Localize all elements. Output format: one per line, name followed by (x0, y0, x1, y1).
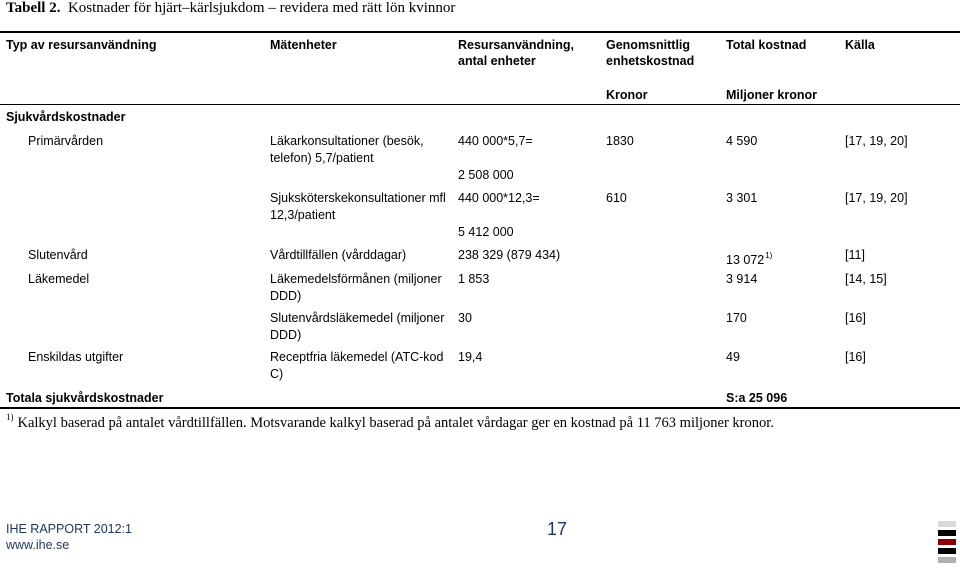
row-unit: Vårdtillfällen (vårddagar) (270, 248, 407, 262)
row-type: Enskildas utgifter (28, 350, 124, 364)
row-type: Slutenvård (28, 248, 88, 262)
row-source: [11] (845, 248, 865, 262)
header-type: Typ av resursanvändning (6, 38, 157, 52)
row-usage: 1 853 (458, 272, 490, 286)
row-source: [16] (845, 311, 866, 325)
stripe (938, 548, 956, 554)
stripe (938, 557, 956, 563)
row-total-cell (726, 247, 772, 269)
table-caption-label: Tabell 2. (6, 0, 61, 16)
row-usage-result: 2 508 000 (458, 168, 514, 182)
header-source: Källa (845, 38, 875, 52)
row-total: 3 914 (726, 272, 758, 286)
table-top-rule (0, 31, 960, 33)
totals-value: S:a 25 096 (726, 391, 788, 405)
row-avg: 610 (606, 191, 627, 205)
unit-kronor: Kronor (606, 88, 648, 102)
header-usage-line1: Resursanvändning, (458, 38, 574, 52)
row-usage: 440 000*12,3= (458, 191, 540, 205)
stripe (938, 539, 956, 545)
row-type: Primärvården (28, 134, 104, 148)
row-source: [14, 15] (845, 272, 887, 286)
unit-miljoner-kronor: Miljoner kronor (726, 88, 817, 102)
header-bottom-rule (0, 104, 960, 105)
row-unit: Läkarkonsultationer (besök, telefon) 5,7/patient (270, 134, 424, 165)
section-title: Sjukvårdskostnader (6, 110, 126, 124)
table-bottom-rule (0, 407, 960, 409)
table-caption-title: Kostnader för hjärt–kärlsjukdom – revidera med rätt lön kvinnor (67, 0, 456, 16)
header-usage-line2: antal enheter (458, 54, 536, 68)
footnote-ref: 1) (765, 251, 773, 260)
header-avg-line2: enhetskostnad (606, 54, 695, 68)
row-total: 49 (726, 350, 740, 364)
row-unit: Slutenvårdsläkemedel (miljoner DDD) (270, 311, 445, 342)
stripe (938, 521, 956, 527)
footnote-mark: 1) (6, 412, 14, 422)
row-total: 4 590 (726, 134, 758, 148)
header-total: Total kostnad (726, 38, 807, 52)
row-unit: Sjuksköterskekonsultationer mfl 12,3/patient (270, 191, 446, 222)
totals-label: Totala sjukvårdskostnader (6, 391, 164, 405)
page-number: 17 (547, 519, 568, 539)
row-source: [17, 19, 20] (845, 191, 908, 205)
stripe (938, 530, 956, 536)
row-total: 3 301 (726, 191, 758, 205)
footnote-text: Kalkyl baserad på antalet vårdtillfällen. Motsvarande kalkyl baserad på antalet vårdagar ger en kostnad på 11 763 miljoner kronor. (17, 415, 774, 431)
table-caption (6, 0, 455, 17)
row-usage: 238 329 (879 434) (458, 248, 561, 262)
row-usage: 19,4 (458, 350, 483, 364)
report-title: IHE RAPPORT 2012:1 (6, 522, 132, 536)
footnote (6, 412, 774, 432)
header-unit: Mätenheter (270, 38, 337, 52)
report-info (6, 521, 132, 553)
row-total: 13 072 (726, 253, 765, 267)
row-usage: 440 000*5,7= (458, 134, 533, 148)
row-source: [16] (845, 350, 866, 364)
report-url[interactable]: www.ihe.se (6, 538, 70, 552)
row-unit: Receptfria läkemedel (ATC-kod C) (270, 350, 444, 381)
row-usage-result: 5 412 000 (458, 225, 514, 239)
row-type: Läkemedel (28, 272, 90, 286)
row-source: [17, 19, 20] (845, 134, 908, 148)
row-usage: 30 (458, 311, 472, 325)
row-unit: Läkemedelsförmånen (miljoner DDD) (270, 272, 442, 303)
row-avg: 1830 (606, 134, 634, 148)
row-total: 170 (726, 311, 747, 325)
header-avg-line1: Genomsnittlig (606, 38, 691, 52)
